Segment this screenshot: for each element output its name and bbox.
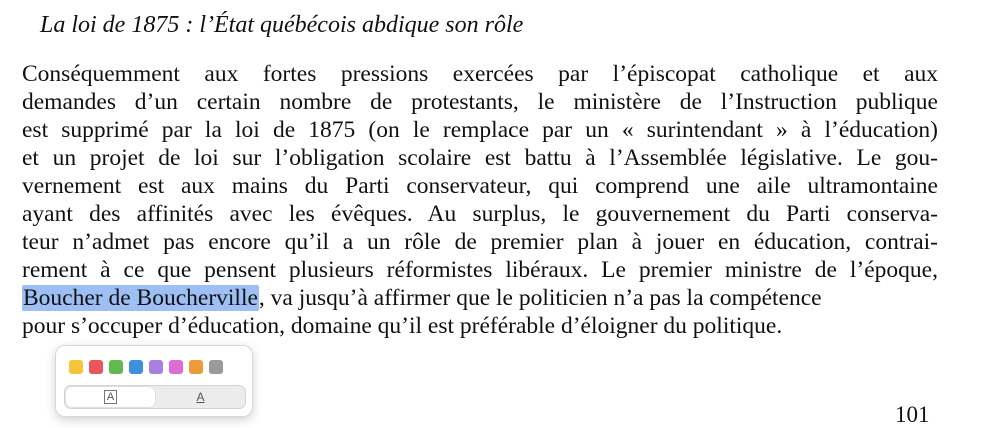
paragraph-line: et un projet de loi sur l’obligation scolaire est battu à l’Assemblée législative. Le gou- xyxy=(22,145,938,171)
color-swatch-red[interactable] xyxy=(89,360,103,374)
paragraph-line: demandes d’un certain nombre de protestants, le ministère de l’Instruction publique xyxy=(22,89,938,115)
underline-a-icon: A xyxy=(196,390,205,404)
paragraph-line: ayant des affinités avec les évêques. Au surplus, le gouvernement du Parti conserva- xyxy=(22,201,938,227)
color-swatch-blue[interactable] xyxy=(129,360,143,374)
paragraph-line: pour s’occuper d’éducation, domaine qu’il est préférable d’éloigner du politique. xyxy=(22,313,783,339)
color-swatch-purple[interactable] xyxy=(149,360,163,374)
underline-style-button[interactable] xyxy=(156,386,245,408)
paragraph-line xyxy=(22,284,938,312)
section-heading: La loi de 1875 : l’État québécois abdique son rôle xyxy=(40,12,524,38)
highlight-popover xyxy=(55,345,253,417)
color-swatch-orange[interactable] xyxy=(189,360,203,374)
color-swatch-pink[interactable] xyxy=(169,360,183,374)
paragraph-line: rement à ce que pensent plusieurs réformistes libéraux. Le premier ministre de l’époque, xyxy=(22,257,938,283)
color-swatches xyxy=(69,360,223,374)
color-swatch-green[interactable] xyxy=(109,360,123,374)
color-swatch-yellow[interactable] xyxy=(69,360,83,374)
paragraph-line: vernement est aux mains du Parti conservateur, qui comprend une aile ultramontaine xyxy=(22,173,938,199)
highlighted-text[interactable]: Boucher de Boucherville xyxy=(23,285,258,311)
paragraph-line: Conséquemment aux fortes pressions exercées par l’épiscopat catholique et aux xyxy=(22,61,938,87)
page-number: 101 xyxy=(895,402,930,427)
paragraph-line: teur n’admet pas encore qu’il a un rôle de premier plan à jouer en éducation, contrai- xyxy=(22,229,938,255)
boxed-a-icon: A xyxy=(104,390,117,404)
paragraph-line: est supprimé par la loi de 1875 (on le remplace par un « surintendant » à l’éducation) xyxy=(22,117,938,143)
color-swatch-gray[interactable] xyxy=(209,360,223,374)
highlight-style-control xyxy=(64,385,246,409)
highlight-style-button[interactable] xyxy=(66,387,155,407)
paragraph-line-rest: , va jusqu’à affirmer que le politicien n’a pas la compétence xyxy=(258,285,822,311)
